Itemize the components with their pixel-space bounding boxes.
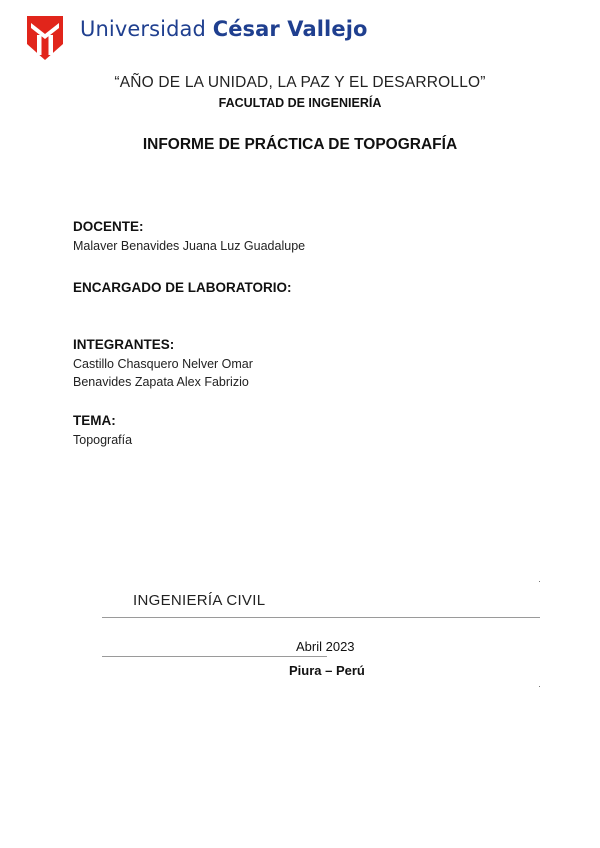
date-underline	[102, 656, 327, 657]
laboratorio-label: ENCARGADO DE LABORATORIO:	[73, 280, 292, 295]
corner-mark	[539, 686, 540, 687]
docente-label: DOCENTE:	[73, 219, 144, 234]
integrantes-label: INTEGRANTES:	[73, 337, 175, 352]
divider-line	[102, 617, 540, 618]
report-date: Abril 2023	[296, 639, 355, 654]
integrante-1: Castillo Chasquero Nelver Omar	[73, 357, 253, 371]
faculty-name: FACULTAD DE INGENIERÍA	[218, 96, 382, 110]
report-place: Piura – Perú	[289, 663, 365, 678]
integrante-2: Benavides Zapata Alex Fabrizio	[73, 375, 249, 389]
ucv-shield-icon	[26, 14, 64, 62]
tema-label: TEMA:	[73, 413, 116, 428]
university-name	[80, 17, 368, 41]
university-prefix: Universidad	[80, 17, 213, 41]
tema-value: Topografía	[73, 433, 133, 447]
report-title: INFORME DE PRÁCTICA DE TOPOGRAFÍA	[142, 136, 458, 153]
docente-name: Malaver Benavides Juana Luz Guadalupe	[73, 239, 306, 253]
corner-mark	[539, 581, 540, 582]
university-name-bold: César Vallejo	[212, 17, 368, 41]
career-name: INGENIERÍA CIVIL	[133, 592, 266, 609]
year-motto: “AÑO DE LA UNIDAD, LA PAZ Y EL DESARROLLO”	[114, 74, 486, 91]
